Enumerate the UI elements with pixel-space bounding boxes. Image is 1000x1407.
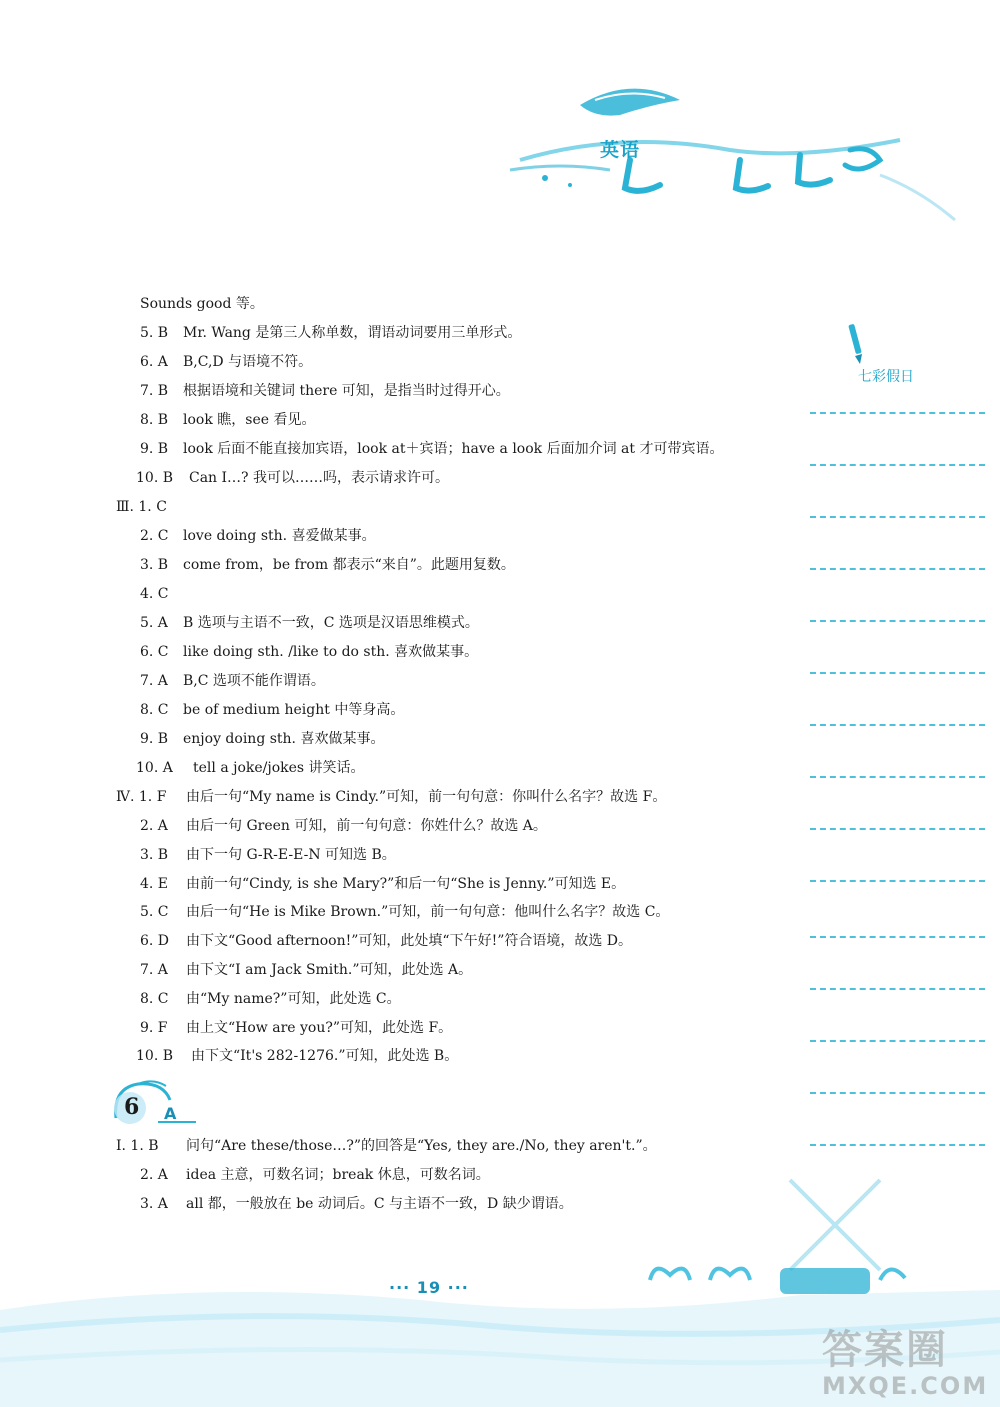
answer-label: 6. C: [140, 644, 169, 660]
answer-text: 根据语境和关键词 there 可知，是指当时过得开心。: [183, 383, 510, 399]
answer-text: tell a joke/jokes 讲笑话。: [193, 760, 365, 776]
section-letter: A: [164, 1104, 177, 1123]
answer-text: 由上文“How are you?”可知，此处选 F。: [186, 1020, 453, 1036]
answer-text: 由后一句“He is Mike Brown.”可知，前一句句意：他叫什么名字？故选 C。: [186, 904, 670, 920]
answer-line: [140, 875, 625, 893]
note-line: [810, 1144, 985, 1146]
answer-line: [136, 759, 365, 777]
answer-label: 6. A: [140, 354, 168, 370]
answer-text: 由前一句“Cindy, is she Mary?”和后一句“She is Jenny.”可知选 E。: [186, 876, 626, 892]
answer-line: [140, 324, 521, 342]
answer-text: B 选项与主语不一致，C 选项是汉语思维模式。: [183, 615, 479, 631]
note-line: [810, 776, 985, 778]
answer-line: [140, 817, 547, 835]
answer-label: 8. B: [140, 412, 169, 428]
answer-line: [140, 990, 401, 1008]
answer-line: [140, 730, 384, 748]
answer-line: [140, 932, 632, 950]
answer-text: 由下文“Good afternoon!”可知，此处填“下午好!”符合语境，故选 D。: [186, 933, 633, 949]
answer-text: Sounds good 等。: [140, 296, 264, 312]
answer-label: 10. A: [136, 760, 173, 776]
answer-label: 7. A: [140, 962, 168, 978]
answer-text: 由后一句 Green 可知，前一句句意：你姓什么？故选 A。: [186, 818, 547, 834]
answer-text: 由下一句 G-R-E-E-N 可知选 B。: [186, 847, 396, 863]
answer-label: 2. A: [140, 1167, 168, 1183]
answer-label: 7. B: [140, 383, 169, 399]
answer-line: [140, 440, 723, 458]
answer-label: 9. F: [140, 1020, 168, 1036]
answer-line: [140, 295, 264, 313]
answer-label: 9. B: [140, 731, 169, 747]
answer-label: 8. C: [140, 991, 169, 1007]
section-badge: [108, 1078, 198, 1128]
answer-label: 7. A: [140, 673, 168, 689]
answer-label: 4. E: [140, 876, 169, 892]
answer-line: [140, 846, 396, 864]
answer-text: Can I…? 我可以……吗，表示请求许可。: [189, 470, 450, 486]
answer-text: B,C 选项不能作谓语。: [183, 673, 325, 689]
answer-line: [140, 411, 315, 429]
note-line: [810, 620, 985, 622]
answer-text: Mr. Wang 是第三人称单数，谓语动词要用三单形式。: [183, 325, 522, 341]
answer-line: [140, 353, 312, 371]
answer-label: 5. B: [140, 325, 169, 341]
note-line: [810, 464, 985, 466]
answer-line: [116, 788, 666, 806]
answer-label: 3. B: [140, 557, 169, 573]
answer-label: 5. C: [140, 904, 169, 920]
section-number: 6: [124, 1094, 140, 1120]
answer-text: B,C,D 与语境不符。: [183, 354, 313, 370]
answer-label: Ⅲ. 1. C: [116, 499, 167, 515]
answer-text: 由下文“It's 282-1276.”可知，此处选 B。: [191, 1048, 459, 1064]
answer-label: 10. B: [136, 1048, 174, 1064]
answer-line: [140, 961, 472, 979]
pen-icon: [848, 322, 872, 366]
answer-label: Ⅳ. 1. F: [116, 789, 167, 805]
answer-text: idea 主意，可数名词；break 休息，可数名词。: [186, 1167, 490, 1183]
watermark-logo: 答案圈: [822, 1327, 948, 1373]
answer-line: [140, 643, 478, 661]
answer-line: [140, 672, 325, 690]
answer-text: be of medium height 中等身高。: [183, 702, 405, 718]
answer-label: Ⅰ. 1. B: [116, 1138, 159, 1154]
answer-line: [140, 585, 183, 603]
answer-line: [140, 1019, 452, 1037]
answer-text: look 瞧，see 看见。: [183, 412, 316, 428]
answer-line: [140, 701, 404, 719]
answer-text: enjoy doing sth. 喜欢做某事。: [183, 731, 385, 747]
answer-line: [140, 556, 515, 574]
answer-text: 由下文“I am Jack Smith.”可知，此处选 A。: [186, 962, 473, 978]
answer-line: [140, 1166, 490, 1184]
answer-line: [116, 1137, 657, 1155]
answer-label: 9. B: [140, 441, 169, 457]
note-line: [810, 516, 985, 518]
answer-line: [140, 527, 376, 545]
answer-label: 2. C: [140, 528, 169, 544]
answer-text: come from，be from 都表示“来自”。此题用复数。: [183, 557, 515, 573]
answer-text: like doing sth. /like to do sth. 喜欢做某事。: [183, 644, 479, 660]
note-line: [810, 724, 985, 726]
page-number: ··· 19 ···: [389, 1278, 469, 1297]
note-line: [810, 988, 985, 990]
note-line: [810, 1092, 985, 1094]
note-line: [810, 828, 985, 830]
note-line: [810, 936, 985, 938]
answer-label: 10. B: [136, 470, 174, 486]
answer-label: 3. A: [140, 1196, 168, 1212]
answer-label: 5. A: [140, 615, 168, 631]
answer-text: love doing sth. 喜爱做某事。: [183, 528, 376, 544]
note-line: [810, 412, 985, 414]
answer-line: [140, 382, 510, 400]
answer-line: [136, 1047, 458, 1065]
answer-text: 由“My name?”可知，此处选 C。: [186, 991, 401, 1007]
answer-label: 6. D: [140, 933, 170, 949]
subject-title: 英语: [600, 139, 641, 161]
answer-label: 3. B: [140, 847, 169, 863]
answer-line: [136, 469, 449, 487]
answer-text: 问句“Are these/those…?”的回答是“Yes, they are./No, they aren't.”。: [186, 1138, 657, 1154]
note-line: [810, 880, 985, 882]
watermark-url: MXQE.COM: [822, 1372, 989, 1400]
answer-line: [140, 903, 669, 921]
answer-label: 4. C: [140, 586, 169, 602]
answer-line: [140, 614, 479, 632]
note-line: [810, 1040, 985, 1042]
note-line: [810, 568, 985, 570]
answer-line: [140, 1195, 573, 1213]
answer-label: 8. C: [140, 702, 169, 718]
answer-line: [116, 498, 167, 516]
answer-text: 由后一句“My name is Cindy.”可知，前一句句意：你叫什么名字？故选 F。: [186, 789, 667, 805]
answer-label: 2. A: [140, 818, 168, 834]
answer-text: look 后面不能直接加宾语，look at＋宾语；have a look 后面加介词 at 才可带宾语。: [183, 441, 724, 457]
sidebar-label: 七彩假日: [858, 369, 914, 385]
note-line: [810, 672, 985, 674]
answer-text: all 都，一般放在 be 动词后。C 与主语不一致，D 缺少谓语。: [186, 1196, 573, 1212]
